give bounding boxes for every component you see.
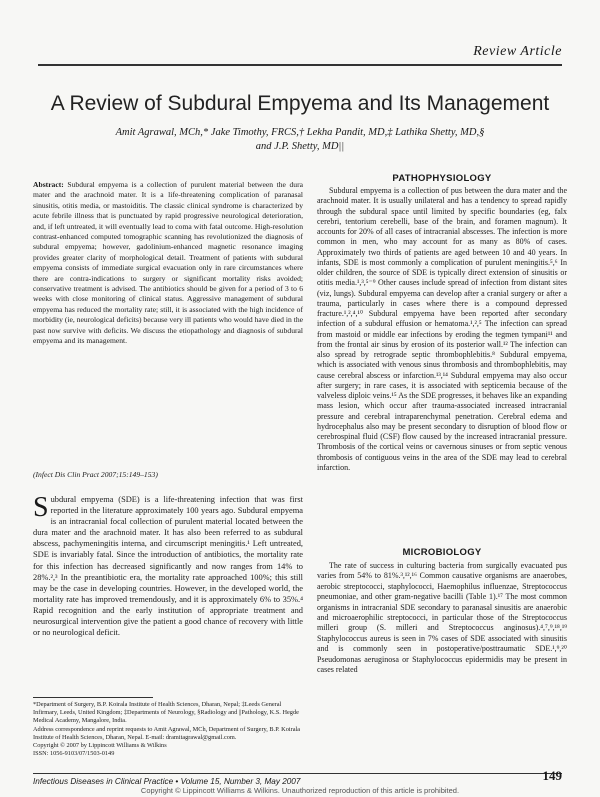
heading-microbiology: MICROBIOLOGY [402, 547, 482, 558]
pathophysiology-text [317, 186, 567, 473]
microbiology-text [317, 561, 567, 675]
author-line-1: Amit Agrawal, MCh,* Jake Timothy, FRCS,† Lekha Pandit, MD,‡ Lathika Shetty, MD,§ [115, 127, 485, 138]
intro-paragraph [33, 494, 303, 638]
dropcap: S [33, 492, 49, 523]
abstract-label: Abstract: [33, 180, 64, 189]
footer-journal: Infectious Diseases in Clinical Practice • Volume 15, Number 3, May 2007 [33, 777, 301, 786]
citation: (Infect Dis Clin Pract 2007;15:149–153) [33, 470, 158, 479]
article-title: A Review of Subdural Empyema and Its Management [50, 92, 550, 115]
footnote-correspondence: Address correspondence and reprint requests to Amit Agrawal, MCh, Department of Surgery, B.P. Koirala Institute of Health Sciences, Dharan, Nepal. E-mail: dramitagrawal@gmail.com. [33, 725, 301, 741]
footnote-issn: ISSN: 1056-9103/07/1503-0149 [33, 750, 115, 758]
intro-text: ubdural empyema (SDE) is a life-threatening infection that was first reported in the literature approximately 100 years ago. Subdural empyema is an intracranial focal collection of purulent material located between the dura mater and the arachnoid mater. It has also been referred to as subdural abscess, pachymeningitis interna, and circumscript meningitis.¹ Left untreated, SDE is invariably fatal. Since the introduction of antibiotics, the mortality rate for this infection has decreased significantly and now ranges from 14% to 28%.²,³ In the preantibiotic era, the mortality rate approached 100%; this still may be the case in developing countries. However, in the developed world, the mortality rate has improved tremendously, and it is approximately 6% to 35%.⁴ Rapid recognition and the early institution of appropriate treatment and neurosurgical intervention give the patient a good chance of recovery with little or no neurological deficit. [33, 495, 303, 638]
pathophysiology-paragraph: Subdural empyema is a collection of pus between the dura mater and the arachnoid mater. It is usually unilateral and has a tendency to spread rapidly through the subdural space until limited by specific boundaries (eg, falx cerebri, tentorium cerebelli, base of the brain, and foramen magnum). It accounts for 20% of all cases of intracranial abscesses. The infection is more common in men, who may account for as many as 80% of cases. Approximately two thirds of patients are aged between 10 and 40 years. In infants, SDE is most commonly a complication of purulent meningitis.⁵,⁶ In older children, the source of SDE is typically direct extension of sinusitis or otitis media.¹,³,⁵⁻⁹ Other causes include spread of infection from distant sites (viz, lungs). Subdural empyema can develop after a cranial surgery or after a trauma, particularly in cases where there is a compound depressed fracture.¹,²,⁴,¹⁰ Subdural empyema have been reported after secondary infection of a subdural effusion or hematoma.¹,²,⁵ The infection can spread from mastoid or middle ear infections by eroding the tegmen tympani¹¹ and from the frontal air sinus by erosion of its posterior wall.¹² The infection can also spread by retrograde septic thrombophlebitis.⁸ Subdural empyema, which is associated with venous sinus thrombosis and thrombophlebitis, may cause cerebral abscess or infarction.¹³,¹⁴ Subdural empyema may also occur after surgery; in rare cases, it is associated with septicemia because of the valveless diploic veins.¹⁵ As the SDE progresses, it behaves like an expanding mass lesion, which occur after trauma-associated increased intracranial pressure and cerebral intraparenchymal penetration. Cerebral edema and hydrocephalus also may be present secondary to disruption of blood flow or cerebrospinal fluid (CSF) flow caused by the increased intracranial pressure. Thrombosis of the cortical veins or cavernous sinuses or from septic venous thrombosis of contiguous veins in the area of the SDE may lead to cerebral infarction. [317, 186, 567, 472]
copyright-notice: Copyright © Lippincott Williams & Wilkins. Unauthorized reproduction of this article is prohibited. [140, 786, 460, 795]
microbiology-paragraph: The rate of success in culturing bacteria from surgically evacuated pus varies from 54% to 81%.³,¹²,¹⁶ Common causative organisms are anaerobes, aerobic streptococci, staphylococci, Haemophilus influenzae, Streptococcus pneumoniae, and other gram-negative bacilli (Table 1).¹⁷ The most common organisms in intracranial SDE secondary to paranasal sinusitis are anaerobic and microaerophilic streptococci, in particular those of the Streptococcus milleri group (S. milleri and Streptococcus anginosus).⁴,⁷,⁹,¹⁸,¹⁹ Staphylococcus aureus is seen in 7% cases of SDE associated with sinusitis and is commonly seen in postoperative/posttraumatic SDE.¹,⁹,²⁰ Pseudomonas aeruginosa or Staphylococcus epidermidis may be present in cases related [317, 561, 567, 675]
footnote-copyright: Copyright © 2007 by Lippincott Williams & Wilkins [33, 742, 167, 750]
footnotes [33, 701, 303, 758]
header-rule [38, 64, 562, 66]
author-list [60, 126, 540, 154]
footnote-rule [33, 697, 153, 698]
abstract-text: Subdural empyema is a collection of purulent material between the dura mater and the arachnoid mater. It is a life-threatening complication of paranasal sinusitis, otitis media, or mastoiditis. The classic clinical syndrome is characterized by acute febrile illness that is punctuated by rapid progressive neurological deterioration, and, if left untreated, it will eventually lead to coma with fatal outcome. High-resolution contrast-enhanced computed tomographic scanning has revolutionized the diagnosis of subdural empyema; however, gadolinium-enhanced magnetic resonance imaging provides greater clarity of morphological detail. Treatment of patients with subdural empyema consists of immediate surgical evacuation only in rare circumstances where there are contra-indications to surgery or significant mortality risks avoided; conservative treatment is advised. The antibiotics should be given for a period of 3 to 6 weeks with close monitoring of clinical status. Aggressive management of subdural empyema has reduced the mortality rate; still, it is associated with the high incidence of morbidity (ie, neurological deficits) because very ill patients who would have died in the past now survive with deficits. We discuss the etiopathology and diagnosis of subdural empyema and its management. [33, 180, 303, 346]
section-label: Review Article [473, 44, 562, 59]
page-number: 149 [542, 768, 562, 783]
footnote-affiliations: *Department of Surgery, B.P. Koirala Institute of Health Sciences, Dharan, Nepal; ‡Leeds General Infirmary, Leeds, United Kingdom; ‡Departments of Neurology, §Radiology and ||Pathology, K.S. Hegde Medical Academy, Mangalore, India. [33, 701, 299, 725]
footer-rule [33, 773, 562, 774]
heading-pathophysiology: PATHOPHYSIOLOGY [392, 173, 492, 184]
author-line-2: and J.P. Shetty, MD|| [255, 141, 345, 152]
abstract [33, 180, 303, 347]
